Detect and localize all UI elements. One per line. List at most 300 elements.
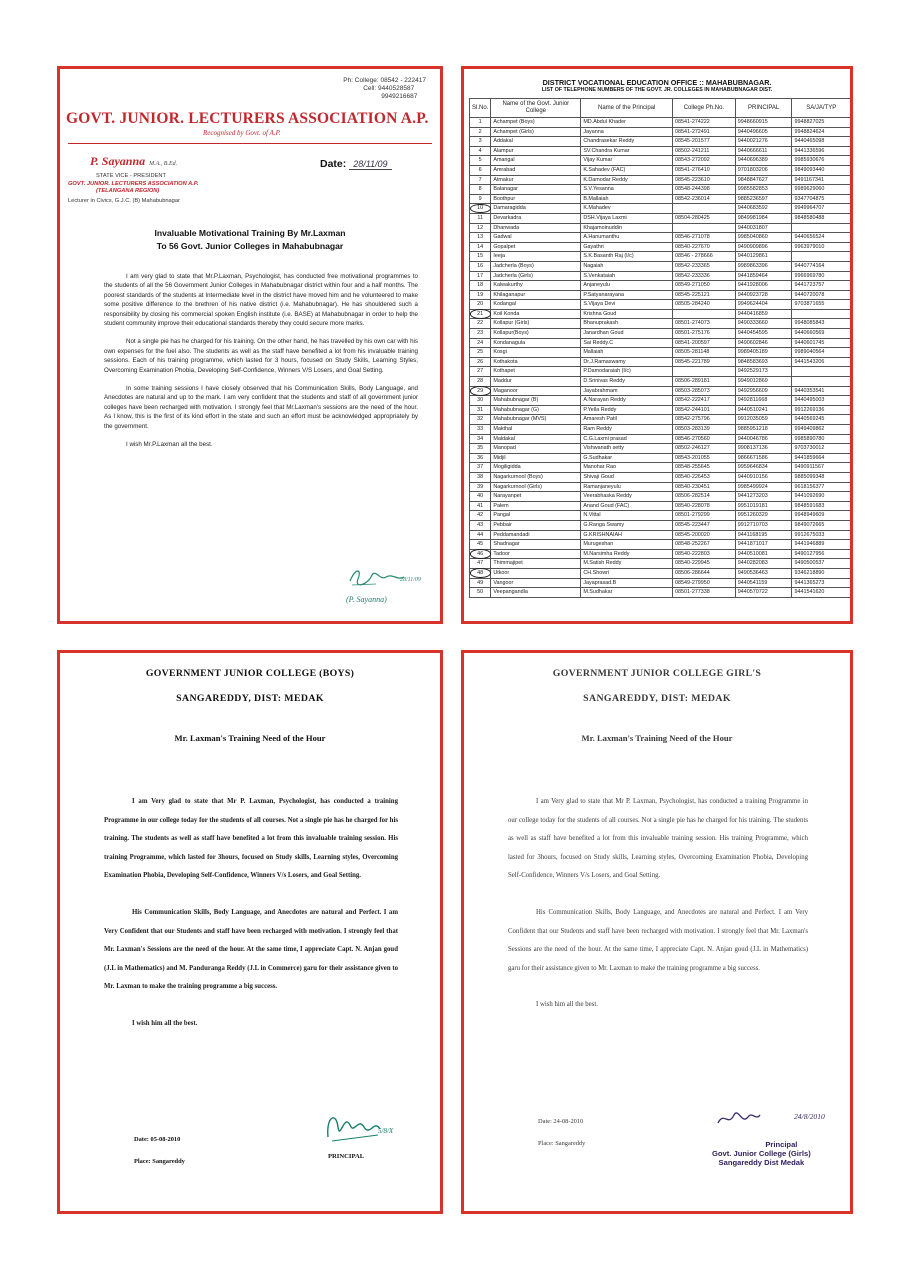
table-cell: 25 <box>470 348 491 358</box>
table-cell: MD.Abdul Khader <box>581 118 673 128</box>
table-cell: 9912710703 <box>735 520 792 530</box>
body-paragraph: Not a single pie has he charged for his training. On the other hand, he has travelled by his own car with his own expenses for the fuel also. The students as well as the staff have benefited a lot from his invaluable training sessions. Each of his training programme, which lasted for 3 hours, focused on Study Skills, Learning Styles, Overcoming Examination Phobia, Developing Self-Confidence, Winners V/S Losers, and Goal Setting. <box>104 338 418 374</box>
table-cell: 9985890780 <box>792 434 851 444</box>
table-cell: Gadwal <box>491 233 581 243</box>
table-cell: 08545-201577 <box>673 137 736 147</box>
table-cell: 9963979010 <box>792 242 851 252</box>
table-cell: 9989863396 <box>735 261 792 271</box>
table-cell: 9949012869 <box>735 377 792 387</box>
table-cell: 9347704875 <box>792 194 851 204</box>
table-cell: 9866671586 <box>735 453 792 463</box>
table-row <box>470 194 851 204</box>
table-cell: 39 <box>470 482 491 492</box>
table-cell: A.Narayan Reddy <box>581 396 673 406</box>
table-cell: Atmakur <box>491 175 581 185</box>
table-cell: Sai Reddy.C <box>581 338 673 348</box>
table-cell: 9441859464 <box>735 271 792 281</box>
table-cell: P.Satyanarayana <box>581 290 673 300</box>
table-cell: K.Sahadev (FAC) <box>581 165 673 175</box>
table-cell: 9912269136 <box>792 405 851 415</box>
table-cell: A.Hanumanthu <box>581 233 673 243</box>
table-cell: 9440021276 <box>735 137 792 147</box>
table-cell: 08540-226453 <box>673 472 736 482</box>
table-cell: 8 <box>470 185 491 195</box>
table-cell: 08542-233365 <box>673 261 736 271</box>
table-cell: 9985930676 <box>792 156 851 166</box>
table-cell: Jadcherla (Boys) <box>491 261 581 271</box>
table-cell: 08541-272491 <box>673 127 736 137</box>
table-cell: 16 <box>470 261 491 271</box>
table-row <box>470 165 851 175</box>
table-cell: 9849072665 <box>792 520 851 530</box>
table-cell: 08548-244398 <box>673 185 736 195</box>
body-paragraph: His Communication Skills, Body Language, and Anecdotes are natural and Perfect. I am Very Confident that our Students and staff have been recharged with motivation. I strongly feel that Mr. Laxman's Sessions are the need of the hour. At the same time, I appreciate Capt. N. Anjan goud (J.L in Mathematics) and M. Panduranga Reddy (J.L in Commerce) garu for their assistance given to Mr. Laxman to make the training programme a big success. <box>104 908 398 991</box>
table-cell: Amrabad <box>491 165 581 175</box>
telephone-list <box>461 66 853 624</box>
table-cell: 9440910156 <box>735 472 792 482</box>
letter-body <box>104 272 418 459</box>
table-row <box>470 242 851 252</box>
table-cell: 9440569245 <box>792 415 851 425</box>
table-cell: 9441928006 <box>735 281 792 291</box>
table-row <box>470 453 851 463</box>
table-cell: 08503-285073 <box>673 386 736 396</box>
body-paragraph: I am very glad to state that Mr.P.Laxman, Psychologist, has conducted free motivational programmes to the students of all the 56 Government Junior Colleges in Mahabubnagar district within four and a half months. The poorest standards of the students at Intermediate level in the district have moved him and he volunteered to make some positive difference to the brethren of his native district (i.e. Mahabubnagar). He has shouldered such a responsibility by closing his commercial spoken English institute (i.e. BASE) at Mahabubnagar in order to help the student community improve their educational standards thereby they could secure more marks. <box>104 273 418 328</box>
sender-region: (TELANGANA REGION) <box>96 188 160 195</box>
table-cell: 9440129861 <box>735 252 792 262</box>
table-cell: 08541-276410 <box>673 165 736 175</box>
table-cell: 9440353541 <box>792 386 851 396</box>
table-cell: 9441946889 <box>792 540 851 550</box>
table-cell: 9440923728 <box>735 290 792 300</box>
table-cell: CH.Showri <box>581 568 673 578</box>
table-header-row <box>470 99 851 118</box>
table-cell: 42 <box>470 511 491 521</box>
table-cell: S.Venkataiah <box>581 271 673 281</box>
table-cell: 08541-274222 <box>673 118 736 128</box>
phone-line: 9949216687 <box>381 93 418 100</box>
table-cell: 9491167341 <box>792 175 851 185</box>
table-cell: G.Ranga Swamy <box>581 520 673 530</box>
table-row <box>470 559 851 569</box>
signature-name: (P. Sayanna) <box>346 595 387 604</box>
table-cell: 08540-228078 <box>673 501 736 511</box>
table-cell: 9492956609 <box>735 386 792 396</box>
date-value: 28/11/09 <box>349 159 391 170</box>
table-cell: 38 <box>470 472 491 482</box>
table-cell: Nagarkurnool (Boys) <box>491 472 581 482</box>
table-cell <box>792 223 851 233</box>
table-cell: 47 <box>470 559 491 569</box>
table-cell: 28 <box>470 377 491 387</box>
table-cell: 9440510241 <box>735 405 792 415</box>
table-cell: 9948085843 <box>792 319 851 329</box>
table-cell: 9948827025 <box>792 118 851 128</box>
table-cell: Dhanwada <box>491 223 581 233</box>
table-row <box>470 127 851 137</box>
table-cell: Shivaji Goud <box>581 472 673 482</box>
table-row <box>470 175 851 185</box>
table-cell: P.Damodaraiah (I/c) <box>581 367 673 377</box>
table-cell: Khilaganapur <box>491 290 581 300</box>
table-cell: Maganoor <box>491 386 581 396</box>
table-cell: Manohar Rao <box>581 463 673 473</box>
table-cell: 9441336596 <box>792 146 851 156</box>
table-cell: Murugeshan <box>581 540 673 550</box>
table-cell: 9440031807 <box>735 223 792 233</box>
table-row <box>470 281 851 291</box>
table-cell: Mallaiah <box>581 348 673 358</box>
letter-body <box>508 793 808 1033</box>
principal-label: PRINCIPAL <box>328 1153 365 1160</box>
org-title: GOVT. JUNIOR. LECTURERS ASSOCIATION A.P. <box>66 110 429 127</box>
table-cell: 9440774164 <box>792 261 851 271</box>
table-row <box>470 578 851 588</box>
table-cell: K.Mahadev <box>581 204 673 214</box>
table-cell: 7 <box>470 175 491 185</box>
letter-place: Place: Sangareddy <box>538 1140 586 1147</box>
table-cell: 08546-271078 <box>673 233 736 243</box>
table-row <box>470 444 851 454</box>
table-cell: 08504-280425 <box>673 213 736 223</box>
table-cell: 9441871017 <box>735 540 792 550</box>
phone-line: Ph: College: 08542 - 222417 <box>343 77 426 84</box>
table-cell: 27 <box>470 367 491 377</box>
stamp-line: Govt. Junior College (Girls) <box>712 1149 811 1158</box>
table-row <box>470 530 851 540</box>
table-cell: 08505-281148 <box>673 348 736 358</box>
table-cell <box>792 252 851 262</box>
table-cell: 9440696389 <box>735 156 792 166</box>
letter-date <box>320 158 392 170</box>
letterhead-phones <box>343 77 426 101</box>
table-cell: 22 <box>470 319 491 329</box>
table-cell: SV.Chandra Kumar <box>581 146 673 156</box>
table-cell: 9949409862 <box>792 425 851 435</box>
table-cell: 9618156377 <box>792 482 851 492</box>
table-cell: 37 <box>470 463 491 473</box>
table-cell: D.Srinivas Reddy <box>581 377 673 387</box>
table-row <box>470 348 851 358</box>
table-cell: 9989629060 <box>792 185 851 195</box>
table-row <box>470 319 851 329</box>
table-cell: Kodangal <box>491 300 581 310</box>
letterhead-divider <box>68 143 432 144</box>
table-cell: 08540-229945 <box>673 559 736 569</box>
date-label: Date: <box>320 158 347 170</box>
girls-college-letter <box>461 650 853 1214</box>
table-cell: 08505-284240 <box>673 300 736 310</box>
table-cell: 29 <box>470 386 491 396</box>
table-cell: 11 <box>470 213 491 223</box>
table-cell: Gayathri <box>581 242 673 252</box>
table-cell: 4 <box>470 146 491 156</box>
letter-body <box>104 793 398 1052</box>
table-cell: 9989040564 <box>792 348 851 358</box>
table-cell: 9848847627 <box>735 175 792 185</box>
table-cell: 9440495003 <box>792 396 851 406</box>
table-cell: Kothapet <box>491 367 581 377</box>
table-row <box>470 511 851 521</box>
table-cell: 9490602846 <box>735 338 792 348</box>
table-cell: 9441365273 <box>792 578 851 588</box>
table-cell: 9912675033 <box>792 530 851 540</box>
body-paragraph: I wish him all the best. <box>536 1001 598 1009</box>
table-cell: Kosgi <box>491 348 581 358</box>
table-row <box>470 501 851 511</box>
table-cell: 3 <box>470 137 491 147</box>
table-row <box>470 309 851 319</box>
table-cell: 9492811668 <box>735 396 792 406</box>
table-cell: 08543-272092 <box>673 156 736 166</box>
table-cell: 40 <box>470 492 491 502</box>
table-cell: K.Damodar Reddy <box>581 175 673 185</box>
header-cell: Name of the Govt. Junior College <box>491 99 581 118</box>
table-cell: 46 <box>470 549 491 559</box>
table-cell: 08540-230451 <box>673 482 736 492</box>
table-cell: 9966969780 <box>792 271 851 281</box>
college-place: SANGAREDDY, DIST: MEDAK <box>176 693 324 704</box>
letter-subject: Mr. Laxman's Training Need of the Hour <box>174 733 326 743</box>
table-cell: Vangoor <box>491 578 581 588</box>
table-cell: 9949624404 <box>735 300 792 310</box>
table-cell: 9701803206 <box>735 165 792 175</box>
table-cell: 08545-221789 <box>673 357 736 367</box>
table-cell: 9440282083 <box>735 559 792 569</box>
table-cell: 50 <box>470 588 491 598</box>
table-cell: Jadcherla (Girls) <box>491 271 581 281</box>
table-row <box>470 520 851 530</box>
table-cell: 9985499924 <box>735 482 792 492</box>
table-cell: 23 <box>470 329 491 339</box>
table-cell: Balanagar <box>491 185 581 195</box>
body-paragraph: I wish Mr.P.Laxman all the best. <box>126 441 213 449</box>
table-cell: 9440465098 <box>792 137 851 147</box>
table-cell: C.G.Laxmi prasad <box>581 434 673 444</box>
table-cell: 9441541620 <box>792 588 851 598</box>
college-title: GOVERNMENT JUNIOR COLLEGE GIRL'S <box>552 668 762 679</box>
phone-line: Cell: 9440528587 <box>363 85 415 92</box>
table-cell: 9490536463 <box>735 568 792 578</box>
table-cell: Jayaprasad.B <box>581 578 673 588</box>
table-cell: Mogiligidda <box>491 463 581 473</box>
table-cell: 08506-286644 <box>673 568 736 578</box>
table-row <box>470 357 851 367</box>
table-cell: DSH.Vijaya Laxmi <box>581 213 673 223</box>
table-cell: Mahabubnagar (MVS) <box>491 415 581 425</box>
body-paragraph: His Communication Skills, Body Language, and Anecdotes are natural and Perfect. I am Very Confident that our Students and staff have been recharged with motivation. I strongly feel that Mr. Laxman's Sessions are the need of the hour. At the same time, I appreciate Capt. N. Anjan goud (J.L in Mathematics) garu for their assistance given to Mr. Laxman to make the training programme a big success. <box>508 908 808 972</box>
table-cell: 9989405189 <box>735 348 792 358</box>
table-cell: 9440720078 <box>792 290 851 300</box>
table-cell: 13 <box>470 233 491 243</box>
table-cell: 9985040860 <box>735 233 792 243</box>
table-cell: 44 <box>470 530 491 540</box>
table-row <box>470 405 851 415</box>
letter-place: Place: Sangareddy <box>134 1158 185 1165</box>
sender-name-text: P. Sayanna <box>90 154 146 168</box>
table-row <box>470 463 851 473</box>
signature-date: 28/11/09 <box>400 577 421 583</box>
table-cell: 9951260329 <box>735 511 792 521</box>
table-cell: 08545-200020 <box>673 530 736 540</box>
table-cell: 08542-222417 <box>673 396 736 406</box>
table-cell: 08545-223447 <box>673 520 736 530</box>
table-cell: 9490911567 <box>792 463 851 473</box>
table-cell: 08542-233336 <box>673 271 736 281</box>
table-cell: Pangal <box>491 511 581 521</box>
table-cell: 36 <box>470 453 491 463</box>
table-cell: Damaragidda <box>491 204 581 214</box>
table-cell: 9490909896 <box>735 242 792 252</box>
table-cell: 9440416859 <box>735 309 792 319</box>
table-cell: 9848580488 <box>792 213 851 223</box>
table-cell: Manopad <box>491 444 581 454</box>
table-cell <box>792 309 851 319</box>
table-cell: 34 <box>470 434 491 444</box>
table-cell: Vijay Kumar <box>581 156 673 166</box>
stamp-line: Principal <box>765 1140 798 1149</box>
table-cell: 9849093440 <box>792 165 851 175</box>
table-cell: Kollapur (Girls) <box>491 319 581 329</box>
table-cell: Palem <box>491 501 581 511</box>
table-cell: 30 <box>470 396 491 406</box>
table-cell: Koil Konda <box>491 309 581 319</box>
college-stamp <box>712 1140 811 1167</box>
table-cell: 9492529173 <box>735 367 792 377</box>
letter-date-place <box>134 1129 185 1173</box>
table-cell: M.Sudhakar <box>581 588 673 598</box>
sender-name <box>90 154 177 169</box>
table-cell: 9490500537 <box>792 559 851 569</box>
recognition-note: Recognised by Govt. of A.P. <box>203 129 281 137</box>
association-letter <box>57 66 443 624</box>
table-cell: M.Narsimha Reddy <box>581 549 673 559</box>
signature-date: 24/8/2010 <box>794 1112 825 1121</box>
header-cell: College Ph.No. <box>673 99 736 118</box>
table-cell: 9440601745 <box>792 338 851 348</box>
header-cell: Sl.No. <box>470 99 491 118</box>
table-cell: Peddamandadi <box>491 530 581 540</box>
sender-org: GOVT. JUNIOR. LECTURERS ASSOCIATION A.P. <box>68 180 199 187</box>
table-cell: 08540-222803 <box>673 549 736 559</box>
table-cell: Kondanagula <box>491 338 581 348</box>
table-cell: Boothpur <box>491 194 581 204</box>
table-cell <box>673 223 736 233</box>
table-cell: 08542-244101 <box>673 405 736 415</box>
table-cell: 9441543206 <box>792 357 851 367</box>
table-cell: Mahabubnagar (G) <box>491 405 581 415</box>
table-cell: 9885236597 <box>735 194 792 204</box>
table-cell: 08501-277338 <box>673 588 736 598</box>
table-cell: Veepangandla <box>491 588 581 598</box>
table-cell: Thimmajipet <box>491 559 581 569</box>
table-row <box>470 252 851 262</box>
table-cell: 12 <box>470 223 491 233</box>
table-cell: 9948660915 <box>735 118 792 128</box>
table-cell: 9440541159 <box>735 578 792 588</box>
table-cell: 9912035059 <box>735 415 792 425</box>
table-cell: 9440666611 <box>735 146 792 156</box>
table-cell: 9440570722 <box>735 588 792 598</box>
table-cell: 08548-255645 <box>673 463 736 473</box>
header-cell: PRINCIPAL <box>735 99 792 118</box>
table-cell: 08540-227670 <box>673 242 736 252</box>
table-cell: 9985582853 <box>735 185 792 195</box>
letter-date: Date: 24-08-2010 <box>538 1118 584 1125</box>
table-row <box>470 233 851 243</box>
table-cell: 08501-275176 <box>673 329 736 339</box>
college-place: SANGAREDDY, DIST: MEDAK <box>583 693 731 704</box>
table-cell: S.V.Yesanna <box>581 185 673 195</box>
table-cell: Makthal <box>491 425 581 435</box>
table-cell: Utkoor <box>491 568 581 578</box>
table-cell: 9490333660 <box>735 319 792 329</box>
table-row <box>470 492 851 502</box>
body-paragraph: I am Very glad to state that Mr P. Laxman, Psychologist, has conducted a training Programme in our college today for the students of all courses. Not a single pie has he charged for his training. The students as well as staff have benefited a lot from this invaluable training session. His training Programme, which lasted for 3hours, focused on Study skills, Learning styles, Overcoming Examination Phobia, Developing Self-Confidence, Winners V/s Losers, and Goal Setting. <box>104 798 398 880</box>
table-cell: G.KRISHNAIAH <box>581 530 673 540</box>
table-cell: B.Mallaiah <box>581 194 673 204</box>
body-paragraph: I am Very glad to state that Mr P. Laxman, Psychologist, has conducted a training Programme in our college today for the students of all courses. Not a single pie has he charged for his training. The students as well as staff have benefited a lot from this invaluable training session. His training Programme, which lasted for 3hours, focused on Study skills, Learning styles, Overcoming Examination Phobia, Developing Self-Confidence, Winners V/s Losers, and Goal Setting. <box>508 798 808 880</box>
table-cell: 9441723757 <box>792 281 851 291</box>
table-cell: 9848591683 <box>792 501 851 511</box>
table-cell: Gopalpet <box>491 242 581 252</box>
table-cell: Achampet (Girls) <box>491 127 581 137</box>
table-cell: Pebbair <box>491 520 581 530</box>
table-cell: 9703730012 <box>792 444 851 454</box>
table-cell: Bhanuprakash <box>581 319 673 329</box>
body-paragraph: I wish him all the best. <box>132 1019 198 1027</box>
table-cell: 9948824624 <box>792 127 851 137</box>
table-cell: N.Vittal <box>581 511 673 521</box>
signature-date: 5/8/X <box>378 1127 394 1135</box>
table-row <box>470 482 851 492</box>
table-cell: 9440656524 <box>792 233 851 243</box>
table-row <box>470 204 851 214</box>
table-cell: Veerabhaska Reddy <box>581 492 673 502</box>
table-cell: 31 <box>470 405 491 415</box>
table-row <box>470 146 851 156</box>
table-cell: 9949964707 <box>792 204 851 214</box>
table-row <box>470 386 851 396</box>
college-title: GOVERNMENT JUNIOR COLLEGE (BOYS) <box>145 668 355 679</box>
table-cell: Maddur <box>491 377 581 387</box>
heading-line: Invaluable Motivational Training By Mr.Laxman <box>154 228 346 238</box>
table-cell: G.Sudhakar <box>581 453 673 463</box>
table-cell <box>673 309 736 319</box>
table-cell: 9848583693 <box>735 357 792 367</box>
table-cell: 9908137136 <box>735 444 792 454</box>
table-row <box>470 137 851 147</box>
letter-subject: Mr. Laxman's Training Need of the Hour <box>581 733 733 743</box>
table-cell: 9 <box>470 194 491 204</box>
table-cell: 08501-274073 <box>673 319 736 329</box>
table-cell: Anjaneyulu <box>581 281 673 291</box>
table-cell: 1 <box>470 118 491 128</box>
table-cell: Dr.J.Ramaswamy <box>581 357 673 367</box>
header-cell: SA/JA/TYP <box>792 99 851 118</box>
table-row <box>470 329 851 339</box>
table-cell: 08502-246127 <box>673 444 736 454</box>
table-cell: 10 <box>470 204 491 214</box>
table-cell: 08549-271050 <box>673 281 736 291</box>
table-cell: 45 <box>470 540 491 550</box>
table-subtitle: LIST OF TELEPHONE NUMBERS OF THE GOVT. JR. COLLEGES IN MAHABUBNAGAR DIST. <box>541 87 773 93</box>
table-cell: 9885951218 <box>735 425 792 435</box>
table-cell: 9885099348 <box>792 472 851 482</box>
table-body <box>470 118 851 598</box>
table-cell: Shadnagar <box>491 540 581 550</box>
table-cell: 48 <box>470 568 491 578</box>
